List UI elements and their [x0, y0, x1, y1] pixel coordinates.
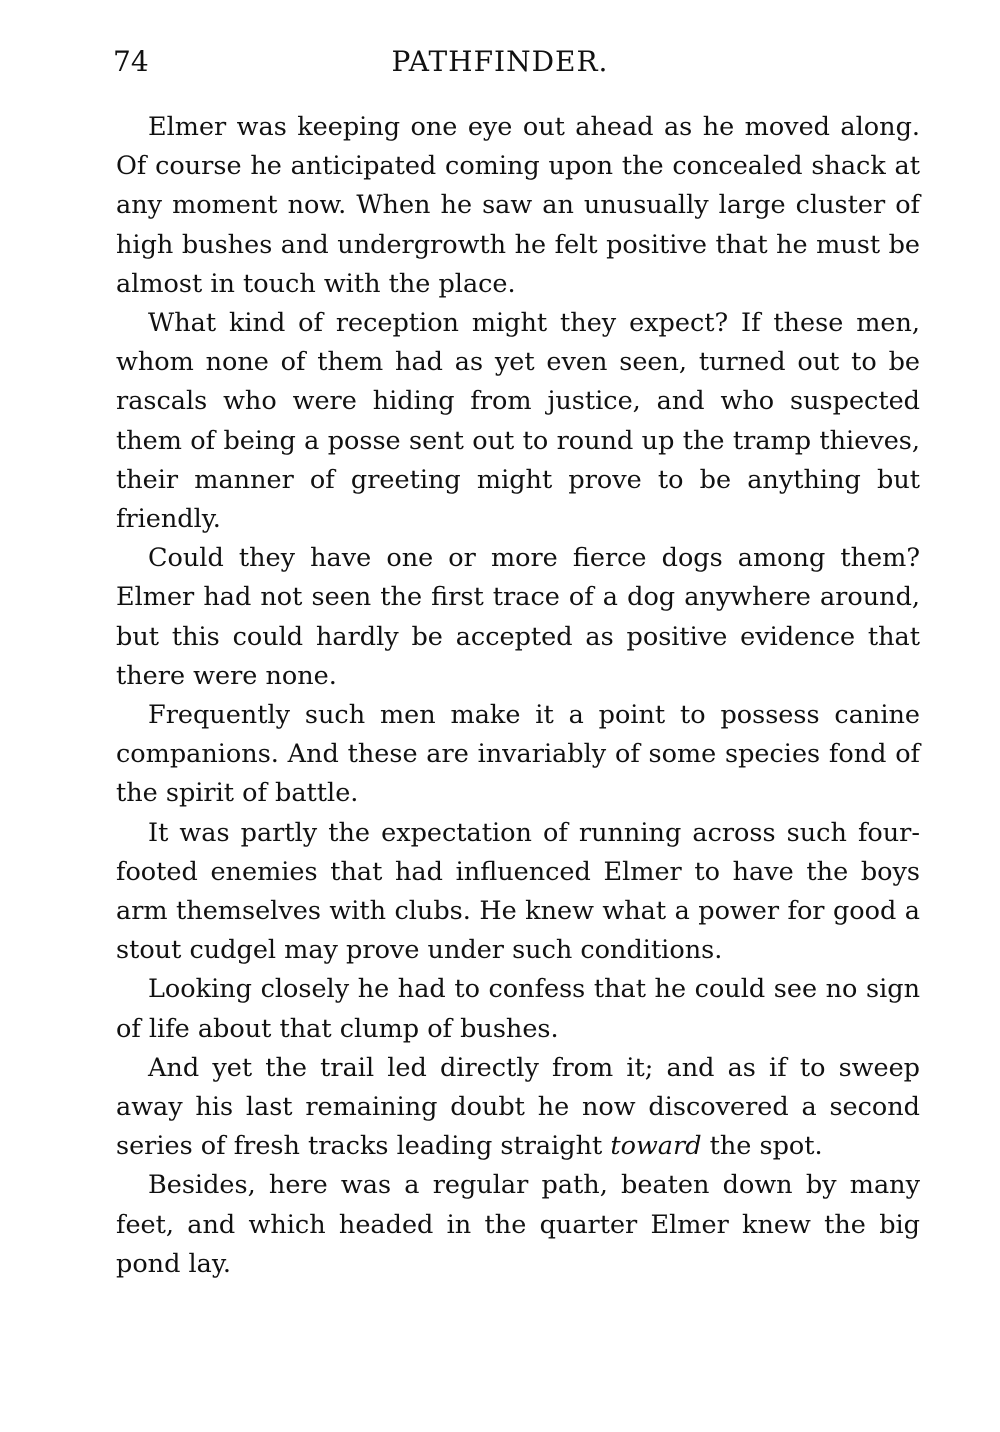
paragraph-7-emphasis: toward	[610, 1131, 702, 1162]
running-head: PATHFINDER.	[391, 45, 609, 78]
page-number: 74	[113, 45, 149, 78]
paragraph-3: Could they have one or more fierce dogs among them? Elmer had not seen the first trace of a dog anywhere around, but this could hardly be accepted as positive evidence that there were none.	[116, 543, 920, 691]
paragraph-7	[116, 1049, 920, 1167]
paragraph-8: Besides, here was a regular path, beaten down by many feet, and which headed in the quarter Elmer knew the big pond lay.	[116, 1170, 920, 1279]
paragraph-7-text-before: And yet the trail led directly from it; and as if to sweep away his last remaining doubt he now discovered a second series of fresh tracks leading straight	[116, 1052, 920, 1162]
paragraph-6: Looking closely he had to confess that he could see no sign of life about that clump of bushes.	[116, 974, 920, 1044]
paragraph-1: Elmer was keeping one eye out ahead as he moved along. Of course he anticipated coming upon the concealed shack at any moment now. When he saw an unusually large cluster of high bushes and undergrowth he felt positive that he must be almost in touch with the place.	[116, 112, 920, 299]
paragraph-5: It was partly the expectation of running across such four-footed enemies that had influenced Elmer to have the boys arm themselves with clubs. He knew what a power for good a stout cudgel may prove under such conditions.	[116, 817, 920, 966]
paragraph-2: What kind of reception might they expect? If these men, whom none of them had as yet even seen, turned out to be rascals who were hiding from justice, and who suspected them of being a posse sent out to round up the tramp thieves, their manner of greeting might prove to be anything but friendly.	[116, 308, 920, 535]
paragraph-7-text-after: the spot.	[701, 1131, 823, 1162]
paragraph-4: Frequently such men make it a point to possess canine companions. And these are invariably of some species fond of the spirit of battle.	[116, 700, 920, 809]
body-text	[116, 108, 920, 1284]
